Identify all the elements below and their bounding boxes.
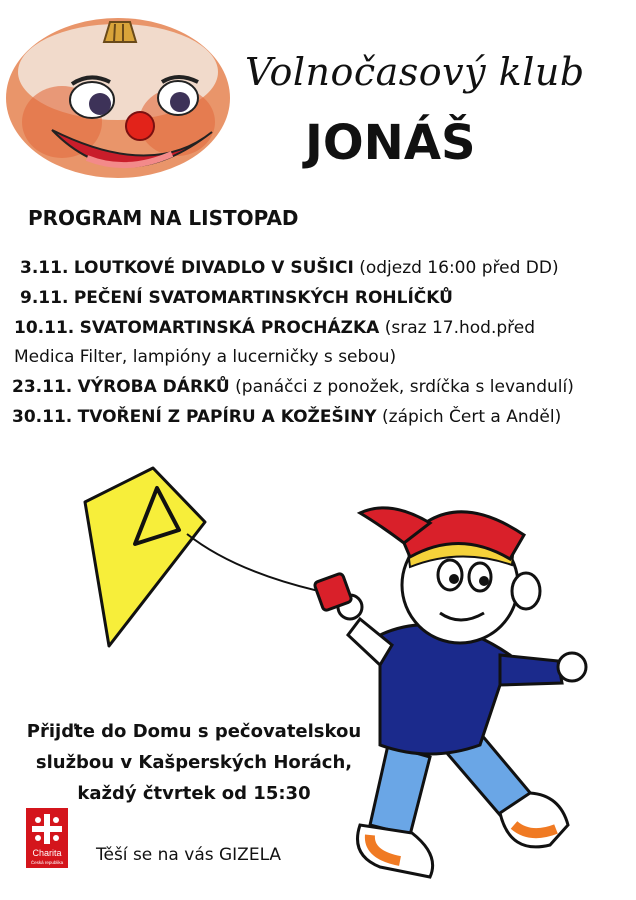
event-date: 23.11. bbox=[12, 377, 73, 397]
event-item bbox=[14, 318, 535, 338]
event-item bbox=[20, 288, 453, 308]
pumpkin-mascot-illustration bbox=[2, 2, 234, 180]
event-date: 10.11. bbox=[14, 318, 75, 338]
event-item bbox=[20, 258, 559, 278]
invitation-line: službou v Kašperských Horách, bbox=[35, 752, 353, 773]
invitation-line: Přijďte do Domu s pečovatelskou bbox=[26, 721, 362, 742]
event-title: LOUTKOVÉ DIVADLO V SUŠICI bbox=[73, 258, 354, 278]
event-title: TVOŘENÍ Z PAPÍRU A KOŽEŠINY bbox=[77, 407, 377, 427]
invitation-text bbox=[24, 716, 364, 809]
invitation-line: každý čtvrtek od 15:30 bbox=[77, 783, 311, 804]
event-date: 9.11. bbox=[20, 288, 69, 308]
event-date: 30.11. bbox=[12, 407, 73, 427]
club-title-main: JONÁŠ bbox=[305, 115, 476, 171]
event-item bbox=[12, 407, 561, 427]
charita-logo bbox=[26, 808, 68, 868]
event-note: (sraz 17.hod.před bbox=[384, 318, 536, 338]
event-title: SVATOMARTINSKÁ PROCHÁZKA bbox=[79, 318, 380, 338]
boy-illustration bbox=[300, 495, 600, 895]
event-item bbox=[12, 377, 574, 397]
event-note-continued: Medica Filter, lampióny a lucerničky s sebou) bbox=[14, 347, 397, 367]
event-date: 3.11. bbox=[20, 258, 69, 278]
event-note: (panáčci z ponožek, srdíčka s levandulí) bbox=[235, 377, 574, 397]
club-title-script: Volnočasový klub bbox=[245, 50, 585, 94]
program-heading: PROGRAM NA LISTOPAD bbox=[28, 206, 299, 230]
event-note: (odjezd 16:00 před DD) bbox=[359, 258, 559, 278]
logo-name: Charita bbox=[32, 848, 62, 858]
logo-subtitle: Česká republika bbox=[30, 860, 64, 865]
event-title: PEČENÍ SVATOMARTINSKÝCH ROHLÍČKŮ bbox=[73, 288, 453, 308]
kite-illustration bbox=[75, 462, 315, 662]
greeting-signature: Těší se na vás GIZELA bbox=[96, 845, 282, 865]
event-title: VÝROBA DÁRKŮ bbox=[77, 377, 230, 397]
event-note: (zápich Čert a Anděl) bbox=[382, 407, 562, 427]
